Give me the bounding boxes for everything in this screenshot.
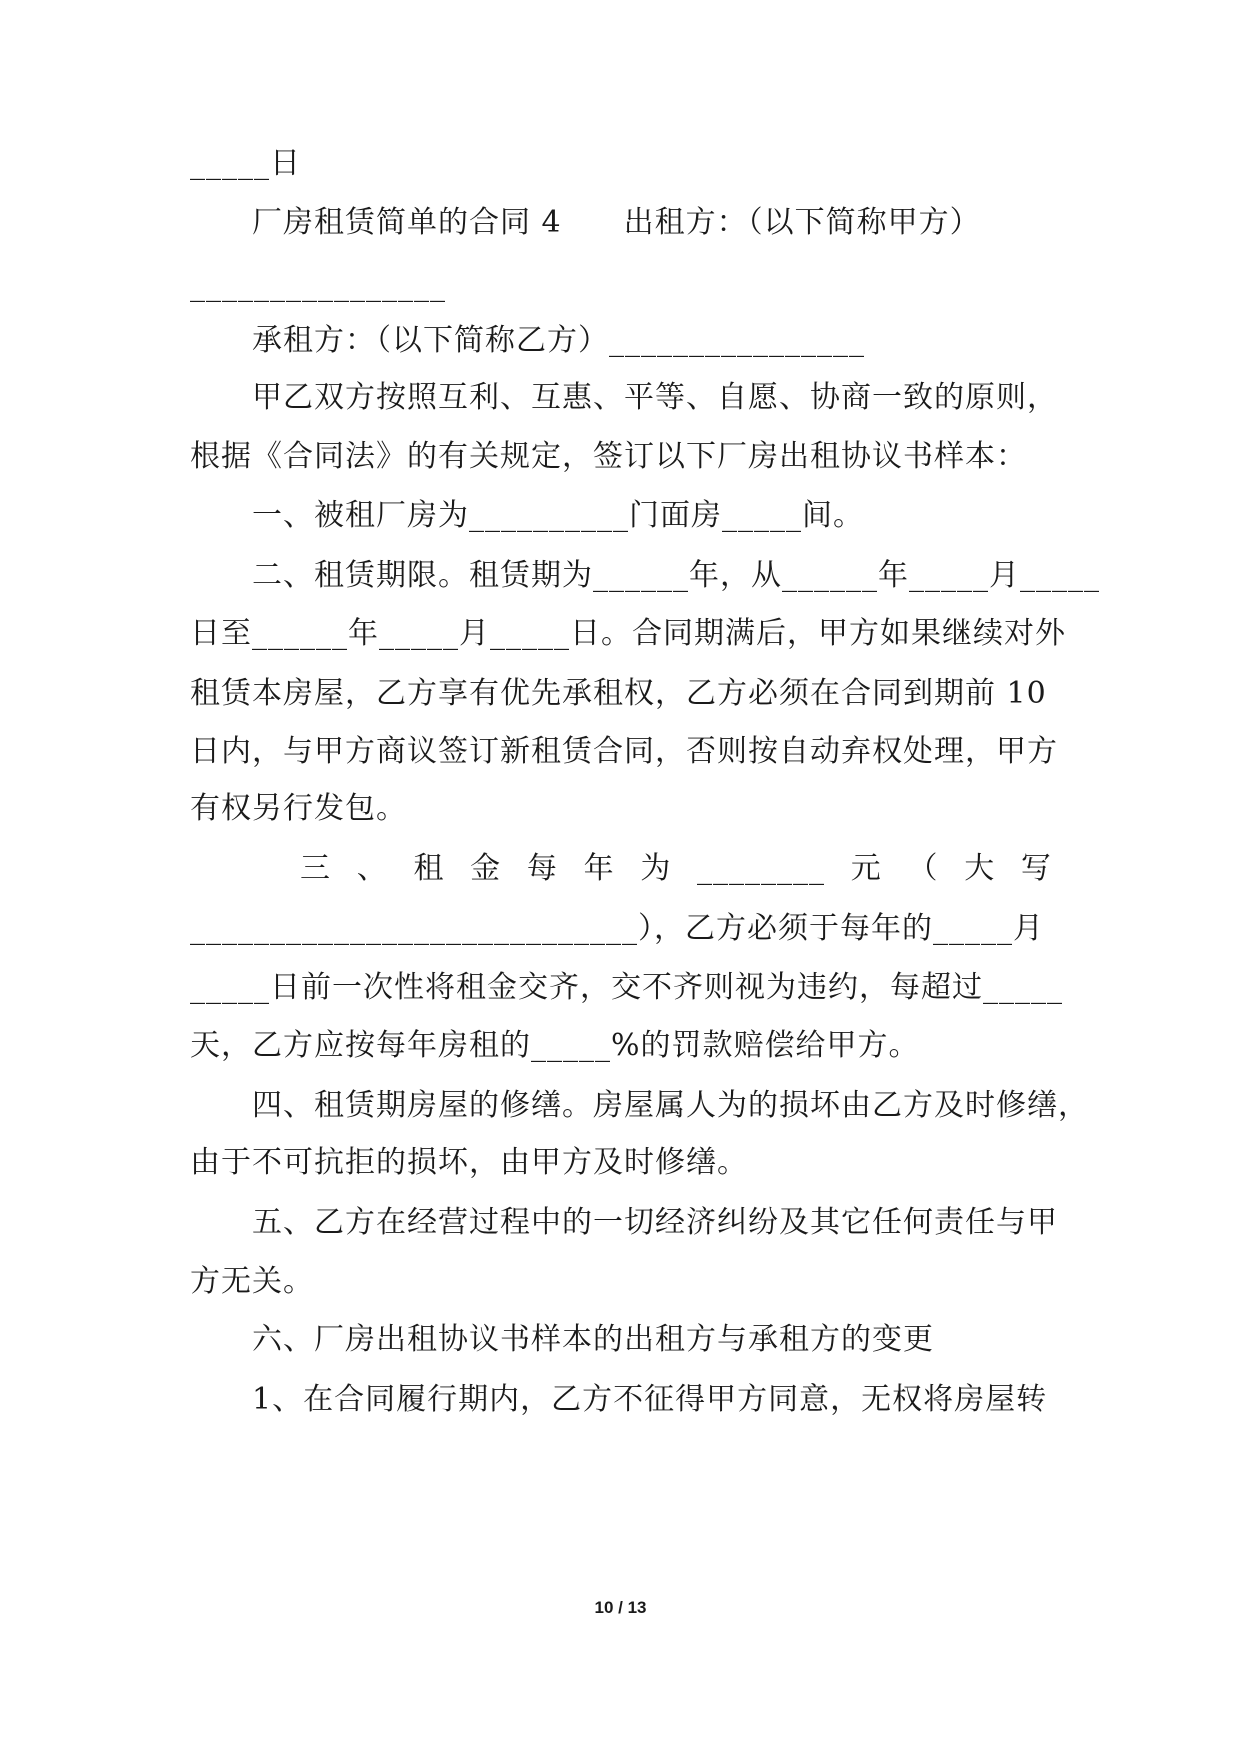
spaced-char: 金: [470, 851, 502, 886]
spaced-text-line: [300, 849, 1052, 889]
text-line: 根据《合同法》的有关规定，签订以下厂房出租协议书样本：: [190, 439, 1027, 474]
text-line: 方无关。: [190, 1264, 314, 1299]
spaced-char: （: [907, 851, 939, 886]
spaced-char: 大: [964, 851, 996, 886]
spaced-char: 元: [850, 851, 882, 886]
spaced-char: 三: [300, 851, 331, 886]
text-line: 1、在合同履行期内，乙方不征得甲方同意，无权将房屋转: [252, 1382, 1048, 1417]
text-line: 天，乙方应按每年房租的_____%的罚款赔偿给甲方。: [190, 1028, 920, 1063]
text-line: 由于不可抗拒的损坏，由甲方及时修缮。: [190, 1145, 748, 1180]
text-line: 承租方：（以下简称乙方）________________: [252, 323, 865, 358]
text-line: 六、厂房出租协议书样本的出租方与承租方的变更: [252, 1322, 934, 1357]
text-line: 有权另行发包。: [190, 791, 407, 826]
spaced-char: 年: [583, 851, 615, 886]
text-line: ____________________________），乙方必须于每年的_____月: [190, 911, 1044, 946]
spaced-char: 租: [413, 851, 445, 886]
text-line: 五、乙方在经营过程中的一切经济纠纷及其它任何责任与甲: [252, 1205, 1058, 1240]
text-line: 一、被租厂房为__________门面房_____间。: [252, 498, 864, 533]
text-line: 甲乙双方按照互利、互惠、平等、自愿、协商一致的原则，: [252, 380, 1058, 415]
text-line: 二、租赁期限。租赁期为______年，从______年_____月_____: [252, 558, 1100, 593]
text-line: 租赁本房屋，乙方享有优先承租权，乙方必须在合同到期前 10: [190, 676, 1047, 711]
spaced-char: 每: [526, 851, 558, 886]
page-number: 10 / 13: [594, 1598, 647, 1617]
spaced-blank: ________: [697, 851, 826, 886]
text-line: 日至______年_____月_____日。合同期满后，甲方如果继续对外: [190, 616, 1066, 651]
text-line: 厂房租赁简单的合同 4 出租方：（以下简称甲方）: [252, 205, 981, 240]
spaced-char: 为: [640, 851, 672, 886]
text-line: 四、租赁期房屋的修缮。房屋属人为的损坏由乙方及时修缮，: [252, 1088, 1089, 1123]
spaced-char: 写: [1020, 851, 1052, 886]
text-line: _____日前一次性将租金交齐，交不齐则视为违约，每超过_____: [190, 970, 1063, 1005]
spaced-char: 、: [356, 851, 388, 886]
text-line: 日内，与甲方商议签订新租赁合同，否则按自动弃权处理，甲方: [190, 734, 1058, 769]
text-line: _____日: [190, 146, 301, 181]
text-line: ________________: [190, 268, 446, 303]
